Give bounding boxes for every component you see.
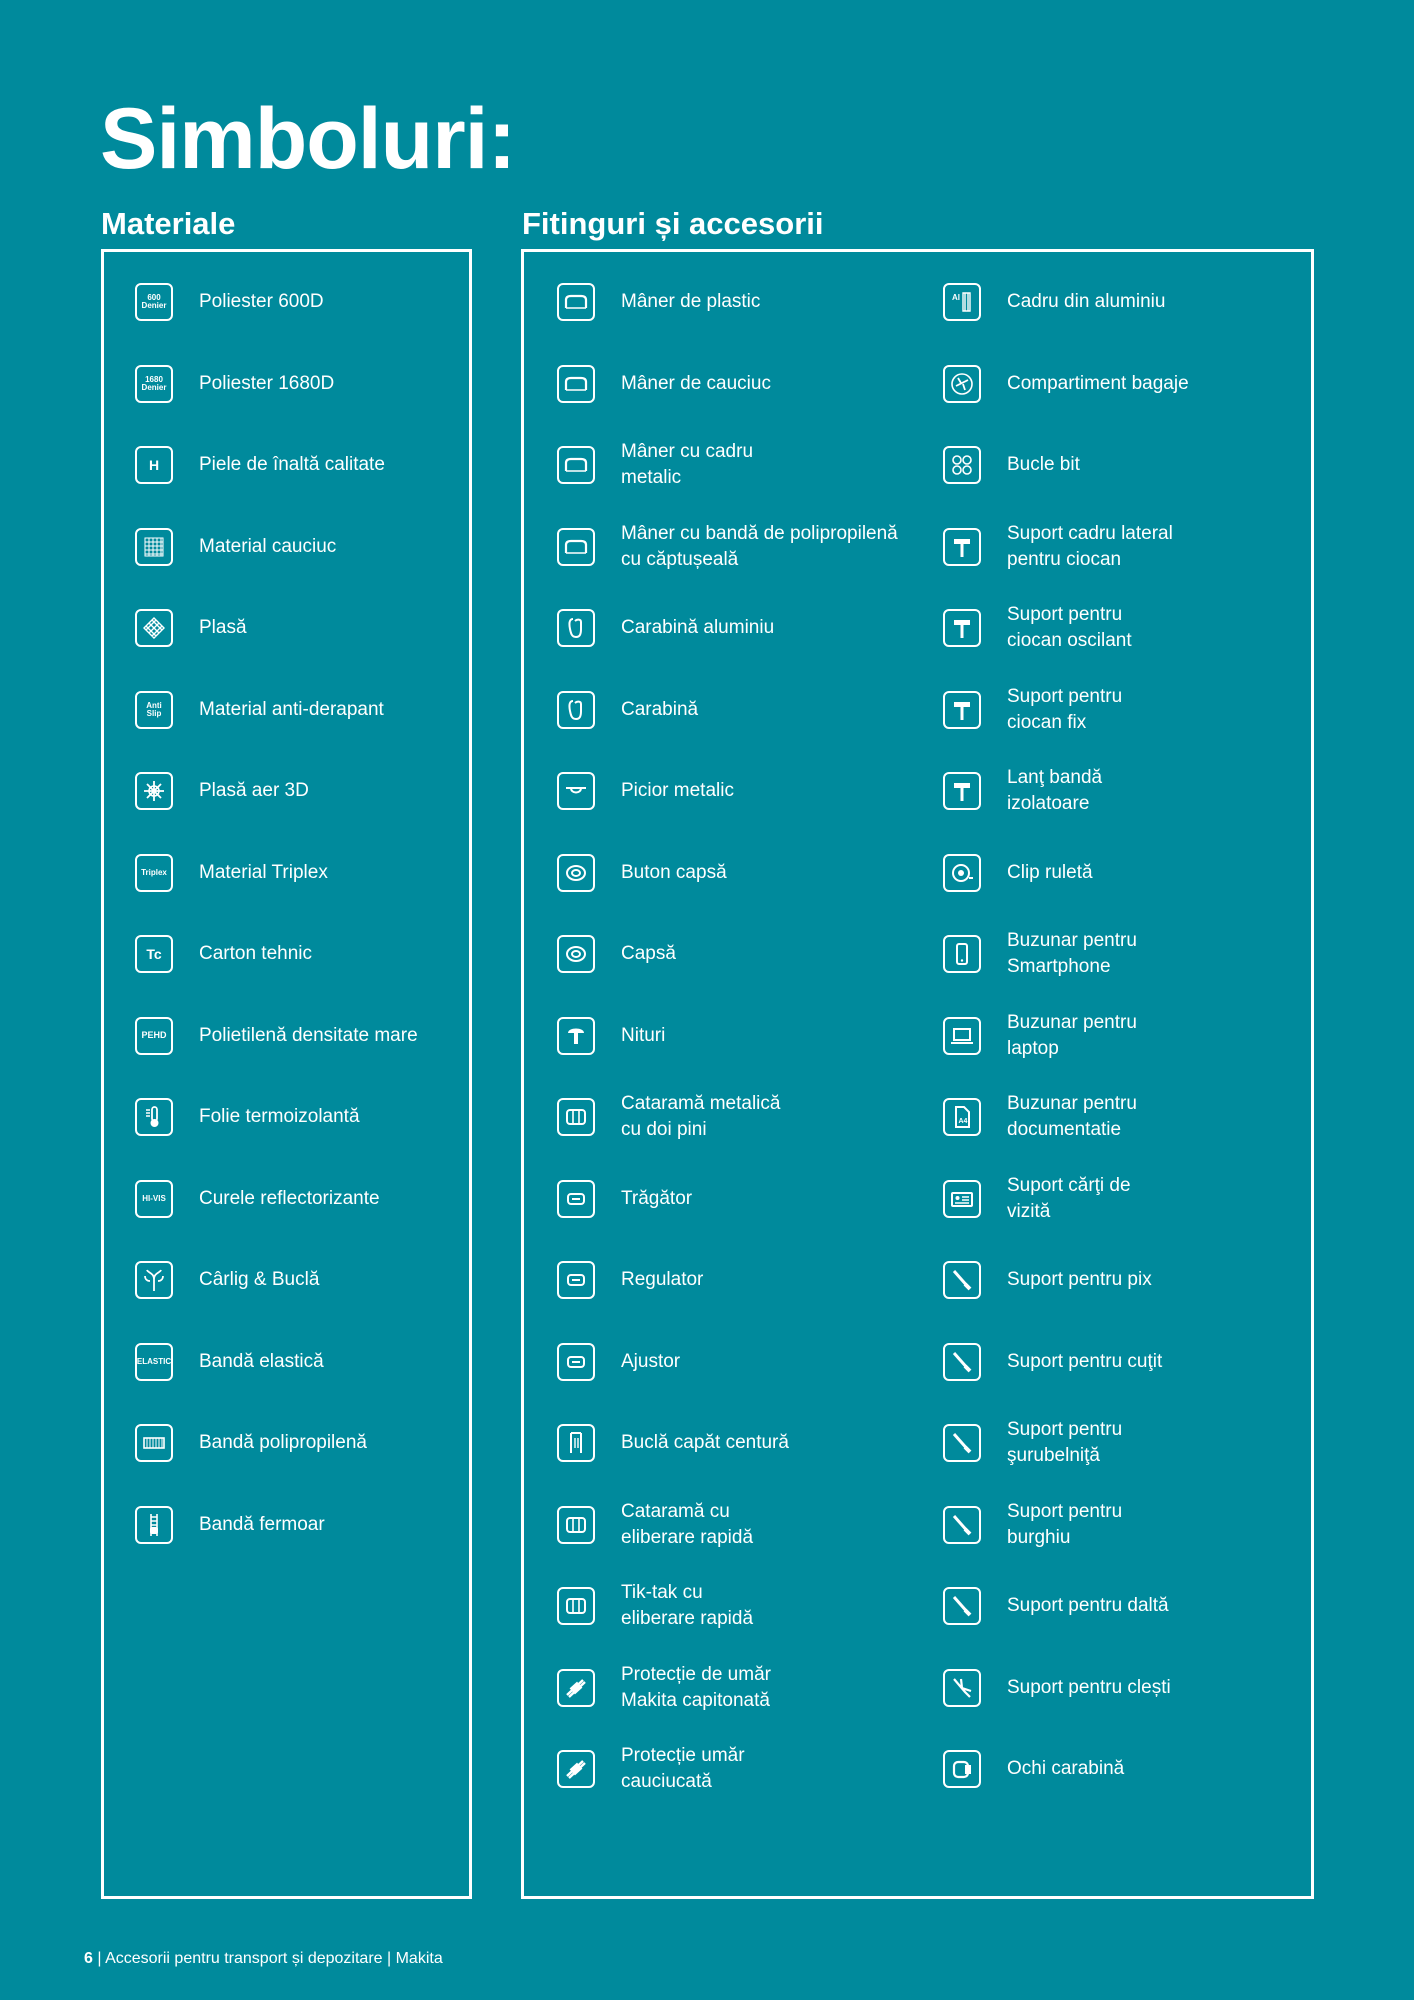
symbol-item <box>557 919 676 989</box>
symbol-item <box>943 1734 1124 1804</box>
snap-icon <box>557 935 595 973</box>
page-number: 6 <box>84 1950 93 1967</box>
fittings-heading: Fitinguri și accesorii <box>522 206 824 241</box>
symbol-item <box>557 1734 745 1804</box>
symbol-label: Suport pentru burghiu <box>1007 1500 1123 1548</box>
symbol-label: Piele de înaltă calitate <box>199 454 385 475</box>
symbol-label: Bandă elastică <box>199 1350 324 1372</box>
pehd-icon <box>135 1017 173 1055</box>
symbol-item <box>943 1490 1122 1560</box>
symbol-label: Regulator <box>621 1269 704 1290</box>
symbol-item <box>557 1082 780 1152</box>
laptop-pocket-icon <box>943 1017 981 1055</box>
footer-text: | Accesorii pentru transport și depozitare | Makita <box>92 1950 443 1967</box>
chisel-holder-icon <box>943 1587 981 1625</box>
symbol-item <box>135 1001 418 1071</box>
symbol-label: Suport pentru clești <box>1007 1676 1171 1698</box>
elastic-icon <box>135 1343 173 1381</box>
symbol-item <box>557 1408 789 1478</box>
symbol-label: Tik-tak cu eliberare rapidă <box>621 1582 754 1629</box>
symbol-label: Suport cadru lateral pentru ciocan <box>1007 522 1173 570</box>
tc-icon <box>135 935 173 973</box>
rubber-mesh-icon <box>135 528 173 566</box>
symbol-label: Suport cărţi de vizită <box>1007 1174 1131 1222</box>
symbol-label: Carton tehnic <box>199 943 313 964</box>
symbol-label: Trăgător <box>621 1187 693 1209</box>
icon-glyph-text: 600 Denier <box>141 293 167 310</box>
3d-mesh-icon <box>135 772 173 810</box>
symbol-label: Clip ruletă <box>1007 861 1093 883</box>
symbol-label: Ajustor <box>621 1350 681 1372</box>
symbol-label: Ochi carabină <box>1007 1758 1125 1779</box>
symbol-label: Suport pentru şurubelniţă <box>1007 1419 1123 1466</box>
symbol-item <box>943 267 1165 337</box>
symbol-label: Curele reflectorizante <box>199 1187 380 1209</box>
metal-foot-icon <box>557 772 595 810</box>
symbol-label: Folie termoizolantă <box>199 1106 360 1127</box>
triplex-icon <box>135 854 173 892</box>
symbol-label: Plasă <box>199 617 247 638</box>
carabiner-eye-icon <box>943 1750 981 1788</box>
symbol-label: Material anti-derapant <box>199 698 384 720</box>
rivet-icon <box>557 1017 595 1055</box>
icon-glyph-text: PEHD <box>141 1030 167 1040</box>
aluminium-frame-icon <box>943 283 981 321</box>
symbol-label: Buclă capăt centură <box>621 1432 789 1453</box>
zipper-icon <box>135 1506 173 1544</box>
symbol-item <box>557 1490 753 1560</box>
pen-holder-icon <box>943 1261 981 1299</box>
symbol-label: Protecție umăr cauciucată <box>621 1745 745 1792</box>
side-hammer-holder-icon <box>943 528 981 566</box>
symbol-item <box>135 512 336 582</box>
symbol-label: Poliester 1680D <box>199 372 335 394</box>
symbol-item <box>135 349 334 419</box>
drill-holder-icon <box>943 1506 981 1544</box>
symbol-label: Nituri <box>621 1024 666 1046</box>
symbol-label: Bandă fermoar <box>199 1513 325 1535</box>
hi-vis-icon <box>135 1180 173 1218</box>
symbol-item <box>943 1245 1152 1315</box>
symbol-label: Buton capsă <box>621 861 727 883</box>
symbol-item <box>557 756 734 826</box>
footer <box>84 1950 443 1968</box>
symbol-label: Cadru din aluminiu <box>1007 291 1166 312</box>
shoulder-pad-icon <box>557 1669 595 1707</box>
symbol-label: Material cauciuc <box>199 535 337 557</box>
anti-slip-icon <box>135 691 173 729</box>
symbol-label: Buzunar pentru documentatie <box>1007 1093 1137 1140</box>
symbol-item <box>557 512 898 582</box>
symbol-item <box>943 838 1093 908</box>
symbol-item <box>943 756 1102 826</box>
quick-release-buckle-icon <box>557 1506 595 1544</box>
symbol-label: Bucle bit <box>1007 454 1080 475</box>
symbol-label: Lanţ bandă izolatoare <box>1007 767 1103 814</box>
icon-glyph-text: Anti Slip <box>146 700 162 718</box>
symbol-item <box>135 756 309 826</box>
pliers-holder-icon <box>943 1669 981 1707</box>
symbol-item <box>557 349 771 419</box>
icon-glyph-text: HI-VIS <box>142 1193 166 1203</box>
materials-heading: Materiale <box>101 206 236 241</box>
plastic-handle-icon <box>557 283 595 321</box>
symbol-label: Carabină <box>621 698 699 720</box>
carabiner-icon <box>557 691 595 729</box>
metal-frame-handle-icon <box>557 446 595 484</box>
symbol-item <box>943 512 1173 582</box>
smartphone-pocket-icon <box>943 935 981 973</box>
symbol-item <box>135 593 247 663</box>
symbol-item <box>943 919 1137 989</box>
svg-text:A4: A4 <box>958 1118 968 1125</box>
symbol-item <box>135 838 328 908</box>
symbol-item <box>557 1245 703 1315</box>
symbol-item <box>943 593 1132 663</box>
thermometer-icon <box>135 1098 173 1136</box>
600-denier-icon <box>135 283 173 321</box>
symbol-item <box>943 1001 1137 1071</box>
bit-loops-icon <box>943 446 981 484</box>
hook-loop-icon <box>135 1261 173 1299</box>
symbol-item <box>135 1164 380 1234</box>
symbol-label: Bandă polipropilenă <box>199 1432 367 1453</box>
symbol-item <box>943 1082 1137 1152</box>
symbol-item <box>943 1164 1131 1234</box>
symbol-item <box>135 430 385 500</box>
knife-holder-icon <box>943 1343 981 1381</box>
symbol-item <box>557 1653 771 1723</box>
business-card-icon <box>943 1180 981 1218</box>
luggage-compartment-icon <box>943 365 981 403</box>
symbol-item <box>135 919 312 989</box>
tik-tak-icon <box>557 1587 595 1625</box>
symbol-item <box>943 675 1122 745</box>
rubber-shoulder-pad-icon <box>557 1750 595 1788</box>
double-pin-buckle-icon <box>557 1098 595 1136</box>
symbol-label: Mâner de plastic <box>621 291 761 312</box>
symbol-item <box>943 1408 1122 1478</box>
symbol-label: Mâner cu cadru metalic <box>621 441 754 488</box>
padded-handle-icon <box>557 528 595 566</box>
symbol-item <box>943 430 1080 500</box>
symbol-label: Cataramă metalică cu doi pini <box>621 1093 781 1140</box>
symbol-label: Buzunar pentru laptop <box>1007 1011 1137 1059</box>
symbol-label: Cârlig & Buclă <box>199 1269 320 1290</box>
symbol-item <box>135 1082 360 1152</box>
symbol-label: Carabină aluminiu <box>621 617 775 638</box>
symbol-item <box>557 675 698 745</box>
symbol-label: Suport pentru cuţit <box>1007 1350 1163 1372</box>
symbol-label: Suport pentru daltă <box>1007 1595 1169 1616</box>
symbol-item <box>135 267 324 337</box>
document-pocket-icon <box>943 1098 981 1136</box>
symbol-label: Mâner de cauciuc <box>621 372 771 394</box>
page-title: Simboluri: <box>100 91 516 187</box>
symbol-item <box>557 593 774 663</box>
aluminium-carabiner-icon <box>557 609 595 647</box>
svg-text:Al: Al <box>952 293 960 302</box>
symbol-label: Protecție de umăr Makita capitonată <box>621 1663 771 1711</box>
symbol-label: Poliester 600D <box>199 291 324 312</box>
icon-glyph-text: 1680 Denier <box>141 374 167 392</box>
fixed-hammer-holder-icon <box>943 691 981 729</box>
icon-glyph-text: Tc <box>146 946 162 962</box>
symbol-item <box>943 349 1189 419</box>
symbol-item <box>943 1653 1171 1723</box>
insulation-tape-chain-icon <box>943 772 981 810</box>
symbol-item <box>557 1327 680 1397</box>
symbol-item <box>135 1327 324 1397</box>
symbol-label: Polietilenă densitate mare <box>199 1024 418 1046</box>
swing-hammer-holder-icon <box>943 609 981 647</box>
puller-icon <box>557 1180 595 1218</box>
rubber-handle-icon <box>557 365 595 403</box>
1680-denier-icon <box>135 365 173 403</box>
screwdriver-holder-icon <box>943 1424 981 1462</box>
symbol-item <box>557 1571 753 1641</box>
symbol-label: Picior metalic <box>621 780 734 801</box>
symbol-label: Plasă aer 3D <box>199 780 309 801</box>
icon-glyph-text: ELASTIC <box>136 1356 172 1366</box>
symbol-label: Compartiment bagaje <box>1007 372 1189 394</box>
symbol-label: Suport pentru pix <box>1007 1269 1152 1290</box>
symbol-label: Cataramă cu eliberare rapidă <box>621 1500 754 1548</box>
symbol-label: Buzunar pentru Smartphone <box>1007 930 1137 977</box>
symbol-label: Suport pentru ciocan fix <box>1007 685 1123 733</box>
icon-glyph-text: H <box>148 457 160 473</box>
symbol-label: Suport pentru ciocan oscilant <box>1007 604 1132 651</box>
symbol-item <box>135 1408 367 1478</box>
symbol-item <box>557 1001 665 1071</box>
symbol-label: Material Triplex <box>199 861 328 883</box>
tape-clip-icon <box>943 854 981 892</box>
regulator-icon <box>557 1261 595 1299</box>
symbol-item <box>557 1164 692 1234</box>
snap-button-icon <box>557 854 595 892</box>
leather-icon <box>135 446 173 484</box>
mesh-icon <box>135 609 173 647</box>
belt-loop-icon <box>557 1424 595 1462</box>
symbol-item <box>557 430 753 500</box>
symbol-label: Mâner cu bandă de polipropilenă cu căptușeală <box>621 522 898 570</box>
symbol-item <box>135 1490 325 1560</box>
symbol-label: Capsă <box>621 943 676 964</box>
symbol-item <box>557 838 727 908</box>
symbol-item <box>943 1327 1162 1397</box>
polypropylene-band-icon <box>135 1424 173 1462</box>
icon-glyph-text: Triplex <box>141 867 167 877</box>
symbol-item <box>557 267 760 337</box>
adjuster-icon <box>557 1343 595 1381</box>
symbol-item <box>135 1245 319 1315</box>
symbol-item <box>135 675 384 745</box>
symbol-item <box>943 1571 1169 1641</box>
